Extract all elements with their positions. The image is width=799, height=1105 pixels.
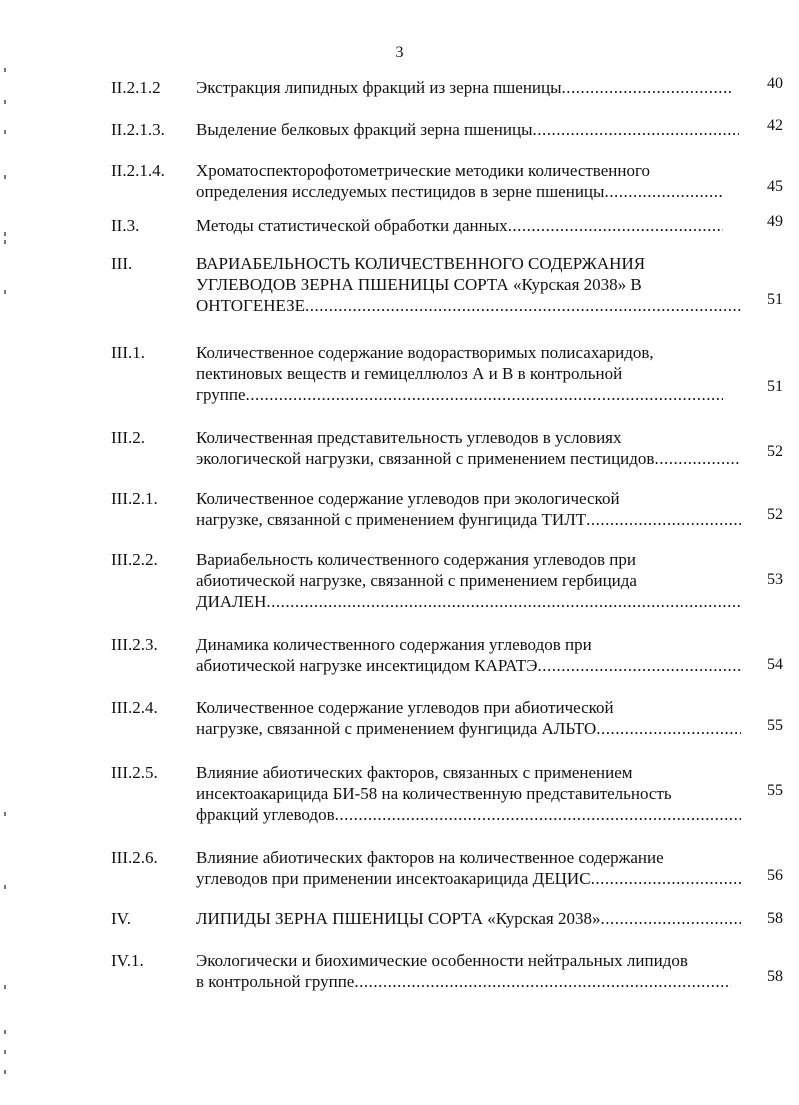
toc-entry-title: Экстракция липидных фракций из зерна пшеницы ..... xyxy=(196,77,731,98)
toc-entry-page: 51 xyxy=(767,378,783,395)
toc-entry-title-line: абиотической нагрузке инсектицидом КАРАТЭ ..... xyxy=(196,655,741,676)
toc-entry-number: III.2.4. xyxy=(111,698,158,717)
toc-entry-title-line: ДИАЛЕН ..... xyxy=(196,591,741,612)
toc-entry-number: III.2.3. xyxy=(111,635,158,654)
toc-entry-title-line: абиотической нагрузке, связанной с применением гербицида xyxy=(196,571,637,590)
toc-entry-title: Методы статистической обработки данных ..... xyxy=(196,215,723,236)
toc-entry-page: 45 xyxy=(767,178,783,195)
toc-entry-title-line: Экологически и биохимические особенности нейтральных липидов xyxy=(196,951,688,970)
toc-entry-page: 55 xyxy=(767,782,783,799)
toc-entry-title-line: Влияние абиотических факторов, связанных с применением xyxy=(196,763,633,782)
toc-entry-page: 56 xyxy=(767,867,783,884)
toc-entry-title xyxy=(196,160,743,202)
toc-entry-title-line: определения исследуемых пестицидов в зерне пшеницы ..... xyxy=(196,181,723,202)
toc-entry-title xyxy=(196,762,743,825)
toc-entry-title-line: Вариабельность количественного содержания углеводов при xyxy=(196,550,636,569)
toc-entry-number: II.2.1.4. xyxy=(111,161,165,180)
toc-entry-title-line: Количественная представительность углеводов в условиях xyxy=(196,428,622,447)
toc-entry-page: 52 xyxy=(767,443,783,460)
toc-entry-title-line: Количественное содержание углеводов при абиотической xyxy=(196,698,614,717)
toc-entry-number: III.2.1. xyxy=(111,489,158,508)
toc-entry-number: III.2.6. xyxy=(111,848,158,867)
toc-entry-title-line: Динамика количественного содержания углеводов при xyxy=(196,635,592,654)
toc-entry-page: 58 xyxy=(767,910,783,927)
toc-entry-page: 42 xyxy=(767,117,783,134)
toc-entry-title-line: фракций углеводов ..... xyxy=(196,804,741,825)
toc-entry-number: III.2. xyxy=(111,428,145,447)
toc-entry-title xyxy=(196,697,743,739)
toc-entry-title: Выделение белковых фракций зерна пшеницы ..... xyxy=(196,119,739,140)
toc-entry-number: II.2.1.2 xyxy=(111,78,161,97)
toc-entry-title-line: Количественное содержание углеводов при экологической xyxy=(196,489,620,508)
toc-entry-page: 54 xyxy=(767,656,783,673)
toc-entry-title-line: нагрузке, связанной с применением фунгицида ТИЛТ ..... xyxy=(196,509,741,530)
toc-entry-title xyxy=(196,847,743,889)
toc-entry-title-line: в контрольной группе ..... xyxy=(196,971,731,992)
toc-entry-title xyxy=(196,950,743,992)
toc-entry-title xyxy=(196,253,743,316)
toc-entry-number: III. xyxy=(111,254,133,273)
toc-entry-number: III.2.2. xyxy=(111,550,158,569)
toc-entry-title-line: пектиновых веществ и гемицеллюлоз А и В в контрольной xyxy=(196,364,623,383)
toc-entry-title xyxy=(196,549,743,612)
toc-entry-page: 52 xyxy=(767,506,783,523)
toc-entry-title-line: Влияние абиотических факторов на количественное содержание xyxy=(196,848,664,867)
toc-entry-title: ЛИПИДЫ ЗЕРНА ПШЕНИЦЫ СОРТА «Курская 2038» ..... xyxy=(196,908,741,929)
toc-entry-title-line: экологической нагрузки, связанной с применением пестицидов ..... xyxy=(196,448,741,469)
toc-entry-title-line: углеводов при применении инсектоакарицида ДЕЦИС ..... xyxy=(196,868,741,889)
toc-entry-title-line: Количественное содержание водорастворимых полисахаридов, xyxy=(196,343,654,362)
toc-entry-title-line: УГЛЕВОДОВ ЗЕРНА ПШЕНИЦЫ СОРТА «Курская 2038» В xyxy=(196,275,642,294)
toc-entry-page: 58 xyxy=(767,968,783,985)
toc-entry-title-line: инсектоакарицида БИ-58 на количественную представительность xyxy=(196,784,672,803)
toc-entry-title xyxy=(196,488,743,530)
toc-entry-title-line: группе ..... xyxy=(196,384,723,405)
toc-entry-title-line: нагрузке, связанной с применением фунгицида АЛЬТО ..... xyxy=(196,718,741,739)
toc-entry-title xyxy=(196,634,743,676)
toc-entry-number: III.2.5. xyxy=(111,763,158,782)
toc-entry-number: II.2.1.3. xyxy=(111,120,165,139)
page-number: 3 xyxy=(395,44,404,61)
toc-entry-page: 49 xyxy=(767,213,783,230)
toc-entry-title xyxy=(196,427,743,469)
toc-entry-page: 53 xyxy=(767,571,783,588)
toc-entry-number: III.1. xyxy=(111,343,145,362)
toc-entry-number: IV.1. xyxy=(111,951,144,970)
toc-entry-number: II.3. xyxy=(111,216,140,235)
toc-entry-title xyxy=(196,342,743,405)
toc-entry-title-line: ОНТОГЕНЕЗЕ ..... xyxy=(196,295,741,316)
toc-entry-page: 51 xyxy=(767,291,783,308)
toc-entry-number: IV. xyxy=(111,909,131,928)
toc-entry-title-line: ВАРИАБЕЛЬНОСТЬ КОЛИЧЕСТВЕННОГО СОДЕРЖАНИЯ xyxy=(196,254,646,273)
toc-entry-title-line: Хроматоспекторофотометрические методики количественного xyxy=(196,161,651,180)
toc-entry-page: 40 xyxy=(767,75,783,92)
scan-margin-marks xyxy=(0,0,10,1105)
toc-entry-page: 55 xyxy=(767,717,783,734)
